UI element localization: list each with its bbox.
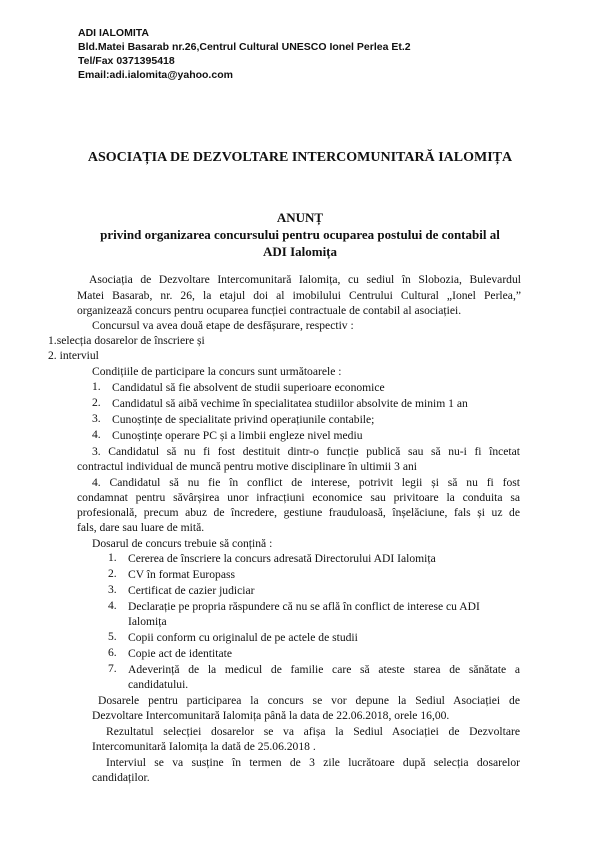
file-item-text: candidatului. bbox=[128, 678, 189, 691]
file-item-text: Declarație pe propria răspundere că nu se află în conflict de interese cu ADI bbox=[128, 600, 480, 613]
condition-text: Candidatul să aibă vechime în specialitatea studiilor absolvite de minim 1 an bbox=[112, 397, 468, 410]
file-item-number: 4. bbox=[108, 599, 117, 612]
condition-number: 3. bbox=[92, 412, 101, 425]
conditions-intro: Condițiile de participare la concurs sunt următoarele : bbox=[92, 365, 342, 378]
deposit-line: Dosarele pentru participarea la concurs se vor depune la Sediul Asociației de bbox=[98, 694, 520, 707]
letterhead bbox=[78, 26, 411, 82]
condition-paragraph-line: condamnat pentru săvârșirea unor infracțiuni economice sau privitoare la conduita sa bbox=[77, 491, 520, 504]
file-item-text: Adeverință de la medicul de familie care să ateste starea de sănătate a bbox=[128, 663, 520, 676]
condition-paragraph-line: contractul individual de muncă pentru motive disciplinare în ultimii 3 ani bbox=[77, 460, 418, 473]
file-intro: Dosarul de concurs trebuie să conțină : bbox=[92, 537, 273, 550]
interview-line: candidaților. bbox=[92, 771, 150, 784]
condition-paragraph-line: 3. Candidatul să nu fi fost destituit dintr-o funcție publică sau să nu-i fi încetat bbox=[92, 445, 520, 458]
condition-number: 2. bbox=[92, 396, 101, 409]
file-item-number: 2. bbox=[108, 567, 117, 580]
announcement-title: ANUNȚ bbox=[276, 210, 324, 225]
org-name: ADI IALOMITA bbox=[78, 27, 149, 39]
intro-line: Asociația de Dezvoltare Intercomunitară Ialomița, cu sediul în Slobozia, Bulevardul bbox=[89, 273, 521, 286]
file-item-number: 6. bbox=[108, 646, 117, 659]
stages-intro: Concursul va avea două etape de desfășurare, respectiv : bbox=[92, 319, 354, 332]
condition-paragraph-line: profesională, precum abuz de încredere, gestiune frauduloasă, înșelăciune, fals și uz de bbox=[77, 506, 520, 519]
file-item-number: 5. bbox=[108, 630, 117, 643]
intro-line: organizează concurs pentru ocuparea funcției contractuale de contabil al asociației. bbox=[77, 304, 462, 317]
announcement-subtitle-line1: privind organizarea concursului pentru ocuparea postului de contabil al bbox=[100, 227, 500, 242]
condition-paragraph-line: fals, dare sau luare de mită. bbox=[77, 521, 205, 534]
file-item-text: Cererea de înscriere la concurs adresată Directorului ADI Ialomița bbox=[128, 552, 436, 565]
file-item-text: Ialomița bbox=[128, 615, 167, 628]
file-item-text: CV în format Europass bbox=[128, 568, 236, 581]
intro-line: Matei Basarab, nr. 26, la etajul doi al imobilului Centrului Cultural „Ionel Perlea,” bbox=[77, 289, 521, 302]
file-item-text: Copii conform cu originalul de pe actele de studii bbox=[128, 631, 358, 644]
file-item-number: 7. bbox=[108, 662, 117, 675]
condition-text: Cunoștințe operare PC și a limbii engleze nivel mediu bbox=[112, 429, 363, 442]
condition-paragraph-line: 4. Candidatul să nu fie în conflict de interese, potrivit legii și să nu fi fost bbox=[92, 476, 520, 489]
file-item-text: Copie act de identitate bbox=[128, 647, 232, 660]
org-email: Email:adi.ialomita@yahoo.com bbox=[78, 69, 233, 81]
stage-item: 2. interviul bbox=[48, 349, 99, 362]
condition-number: 1. bbox=[92, 380, 101, 393]
interview-line: Interviul se va susține în termen de 3 zile lucrătoare după selecția dosarelor bbox=[106, 756, 520, 769]
org-telfax: Tel/Fax 0371395418 bbox=[78, 55, 175, 67]
deposit-line: Dezvoltare Intercomunitară Ialomița până la data de 22.06.2018, orele 16,00. bbox=[92, 709, 450, 722]
association-title: ASOCIAȚIA DE DEZVOLTARE INTERCOMUNITARĂ IALOMIȚA bbox=[87, 150, 513, 165]
results-line: Rezultatul selecției dosarelor se va afișa la Sediul Asociației de Dezvoltare bbox=[106, 725, 520, 738]
results-line: Intercomunitară Ialomița la dată de 25.06.2018 . bbox=[92, 740, 316, 753]
condition-text: Cunoștințe de specialitate privind operațiunile contabile; bbox=[112, 413, 375, 426]
condition-number: 4. bbox=[92, 428, 101, 441]
announcement-subtitle-line2: ADI Ialomița bbox=[262, 244, 338, 259]
stage-item: 1.selecția dosarelor de înscriere și bbox=[48, 334, 205, 347]
file-item-number: 3. bbox=[108, 583, 117, 596]
condition-text: Candidatul să fie absolvent de studii superioare economice bbox=[112, 381, 385, 394]
file-item-number: 1. bbox=[108, 551, 117, 564]
org-address: Bld.Matei Basarab nr.26,Centrul Cultural UNESCO Ionel Perlea Et.2 bbox=[78, 41, 411, 53]
file-item-text: Certificat de cazier judiciar bbox=[128, 584, 255, 597]
